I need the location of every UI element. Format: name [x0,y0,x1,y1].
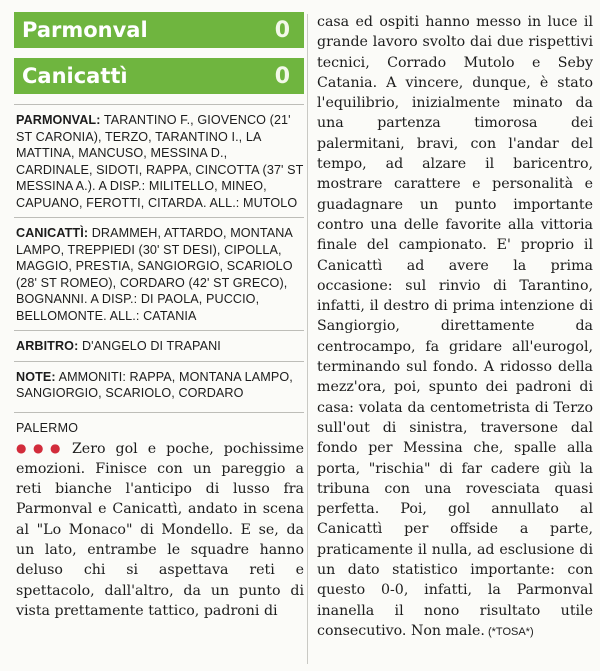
scoreboard-home [14,12,304,48]
article-body-left [16,438,304,622]
notes-text: AMMONITI: RAPPA, MONTANA LAMPO, SANGIORGIO, SCARIOLO, CORDARO [16,369,293,400]
away-team-score: 0 [274,63,290,89]
referee-label: ARBITRO: [16,339,79,353]
referee-text: D'ANGELO DI TRAPANI [78,339,221,353]
home-lineup-text: TARANTINO F., GIOVENCO (21' ST CARONIA), TERZO, TARANTINO I., LA MATTINA, MANCUSO, MESSINA D., CARDINALE, SIDOTI, RAPPA, CINCOTTA (37' ST MESSINA A.). A DISP.: MILITELLO, MINEO, CAPUANO, FEROTTI, CITARDA. ALL.: MUTOLO [16,113,304,210]
column-divider [307,14,308,664]
scoreboard-away [14,58,304,94]
home-team-score: 0 [274,17,290,43]
home-lineup-label: PARMONVAL: [16,113,101,127]
byline: (*TOSA*) [484,625,534,638]
away-lineup [14,217,304,330]
article-body-right [317,12,593,642]
referee [14,330,304,361]
match-notes [14,361,304,413]
article-text-right: casa ed ospiti hanno messo in luce il grande lavoro svolto dai due rispettivi tecnici, Corrado Mutolo e Seby Catania. A vincere, dunque, è stato l'equilibrio, inizialmente minato da una partenza timorosa dei palermitani, bravi, con l'andar del tempo, ad alzare il baricentro, mostrare carattere e personalità e guadagnare un punto importante contro una delle favorite alla vittoria finale del campionato. E' proprio il Canicattì ad avere la prima occasione: sul rinvio di Tarantino, infatti, il destro di prima intenzione di Sangiorgio, direttamente da centrocampo, fa gridare all'eurogol, terminando sul fondo. A ridosso della mezz'ora, poi, spunto dei padroni di casa: volata da centometrista di Terzo sull'out di sinistra, traversone dal fondo per Messina che, spalle alla porta, "rischia" di far cadere giù la tribuna con una rovesciata quasi perfetta. Poi, gol annullato al Canicattì per offside a parte, praticamente il nulla, ad esclusione di un dato statistico importante: con questo 0-0, infatti, la Parmonval inanella il nono risultato utile consecutivo. Non male. [317,14,593,639]
right-column [317,12,593,642]
home-team-name: Parmonval [22,18,148,42]
notes-label: NOTE: [16,369,56,384]
away-team-name: Canicattì [22,64,128,88]
home-lineup [14,104,304,217]
left-column [14,12,304,621]
away-lineup-text: DRAMMEH, ATTARDO, MONTANA LAMPO, TREPPIEDI (30' ST DESI), CIPOLLA, MAGGIO, PRESTIA, SANGIORGIO, SCARIOLO (28' ST ROMEO), CORDARO (42' ST GRECO), BOGNANNI. A DISP.: DI PAOLA, PUCCIO, BELLOMONTE. ALL.: CATANIA [16,226,293,323]
dateline: PALERMO [16,420,79,435]
red-dots-icon: ●●● [16,440,67,455]
article-text-left: Zero gol e poche, pochissime emozioni. Finisce con un pareggio a reti bianche l'anticipo di lusso fra Parmonval e Canicattì, andato in scena al "Lo Monaco" di Mondello. E se, da un lato, entrambe le squadre hanno deluso chi si aspettava reti e spettacolo, dall'altro, da un punto di vista prettamente tattico, padroni di [16,440,304,619]
away-lineup-label: CANICATTÌ: [16,226,89,240]
